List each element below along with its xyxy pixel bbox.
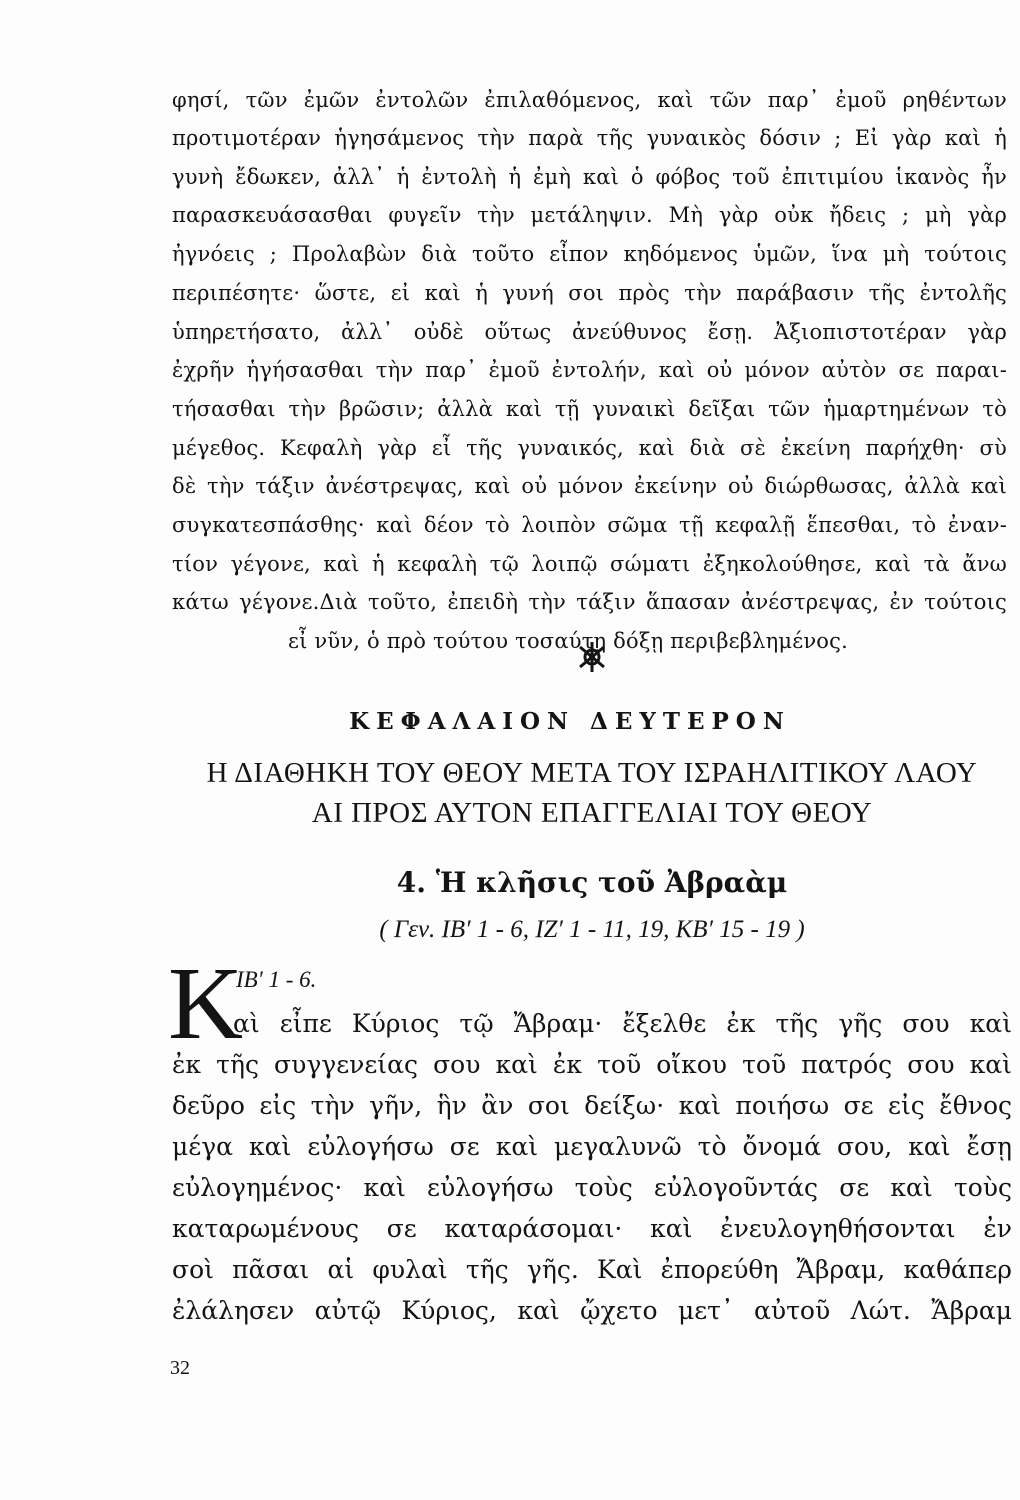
chapter-title-line: Η ΔΙΑΘΗΚΗ ΤΟΥ ΘΕΟΥ ΜΕΤΑ ΤΟΥ ΙΣΡΑΗΛΙΤΙΚΟΥ ΛΑΟΥ (206, 757, 978, 789)
drop-cap: Κ (168, 946, 244, 1061)
text-line: ἠγνόεις ; Προλαβὼν διὰ τοῦτο εἶπον κηδόμενος ὑμῶν, ἵνα μὴ τούτοις (172, 242, 1007, 266)
section-reference: ( Γεν. ΙΒ′ 1 - 6, ΙΖ′ 1 - 11, 19, ΚΒ′ 15 - 19 ) (379, 916, 805, 943)
text-line: δὲ τὴν τάξιν ἀνέστρεψας, καὶ οὐ μόνον ἐκείνην οὐ διώρθωσας, ἀλλὰ καὶ (172, 474, 1007, 498)
page-number: 32 (170, 1357, 190, 1379)
text-line: γυνὴ ἔδωκεν, ἀλλ᾽ ἡ ἐντολὴ ἡ ἐμὴ καὶ ὁ φόβος τοῦ ἐπιτιμίου ἱκανὸς ἦν (172, 165, 1007, 189)
text-line: τήσασθαι τὴν βρῶσιν; ἀλλὰ καὶ τῇ γυναικὶ δεῖξαι τῶν ἡμαρτημένων τὸ (172, 397, 1007, 421)
text-line: τίον γέγονε, καὶ ἡ κεφαλὴ τῷ λοιπῷ σώματι ἐξηκολούθησε, καὶ τὰ ἄνω (172, 552, 1007, 576)
text-line: φησί, τῶν ἐμῶν ἐντολῶν ἐπιλαθόμενος, καὶ τῶν παρ᾽ ἐμοῦ ρηθέντων (172, 88, 1007, 112)
text-line: σοὶ πᾶσαι αἱ φυλαὶ τῆς γῆς. Καὶ ἐπορεύθη Ἄβραμ, καθάπερ (172, 1255, 1012, 1284)
section-title: 4. Ἡ κλῆσις τοῦ Ἀβραὰμ (396, 866, 788, 899)
chapter-title-line: ΑΙ ΠΡΟΣ ΑΥΤΟΝ ΕΠΑΓΓΕΛΙΑΙ ΤΟΥ ΘΕΟΥ (311, 797, 873, 829)
text-line: ἐκ τῆς συγγενείας σου καὶ ἐκ τοῦ οἴκου τοῦ πατρός σου καὶ (172, 1050, 1012, 1079)
text-line: καταρωμένους σε καταράσομαι· καὶ ἐνευλογηθήσονται ἐν (172, 1214, 1012, 1243)
text-line: μέγεθος. Κεφαλὴ γὰρ εἶ τῆς γυναικός, καὶ διὰ σὲ ἐκείνη παρήχθη· σὺ (172, 436, 1007, 460)
verse-reference: ΙΒ′ 1 - 6. (236, 967, 317, 992)
text-line: περιπέσητε· ὥστε, εἰ καὶ ἡ γυνή σοι πρὸς τὴν παράβασιν τῆς ἐντολῆς (172, 281, 1007, 305)
text-line: προτιμοτέραν ἡγησάμενος τὴν παρὰ τῆς γυναικὸς δόσιν ; Εἰ γὰρ καὶ ἡ (172, 126, 1007, 150)
text-line: παρασκευάσασθαι φυγεῖν τὴν μετάληψιν. Μὴ γὰρ οὐκ ἤδεις ; μὴ γὰρ (172, 203, 1007, 227)
text-line: αὶ εἶπε Κύριος τῷ Ἄβραμ· ἔξελθε ἐκ τῆς γῆς σου καὶ (233, 1009, 1012, 1038)
text-line: συγκατεσπάσθης· καὶ δέον τὸ λοιπὸν σῶμα τῇ κεφαλῇ ἕπεσθαι, τὸ ἐναν- (172, 513, 1007, 537)
ornament-icon (578, 640, 606, 674)
text-line: εὐλογημένος· καὶ εὐλογήσω τοὺς εὐλογοῦντάς σε καὶ τοὺς (172, 1173, 1012, 1202)
text-line: ὑπηρετήσατο, ἀλλ᾽ οὐδὲ οὕτως ἀνεύθυνος ἔσῃ. Ἀξιοπιστοτέραν γὰρ (172, 320, 1007, 344)
text-line: ἐλάλησεν αὐτῷ Κύριος, καὶ ᾤχετο μετ᾽ αὐτοῦ Λώτ. Ἄβραμ (172, 1296, 1012, 1325)
text-line: εἶ νῦν, ὁ πρὸ τούτου τοσαύτῃ δόξῃ περιβεβλημένος. (288, 629, 848, 653)
text-line: μέγα καὶ εὐλογήσω σε καὶ μεγαλυνῶ τὸ ὄνομά σου, καὶ ἔσῃ (172, 1132, 1012, 1161)
text-line: κάτω γέγονε.Διὰ τοῦτο, ἐπειδὴ τὴν τάξιν ἅπασαν ἀνέστρεψας, ἐν τούτοις (172, 590, 1007, 614)
text-line: ἐχρῆν ἡγήσασθαι τὴν παρ᾽ ἐμοῦ ἐντολήν, καὶ οὐ μόνον αὐτὸν σε παραι- (172, 358, 1007, 382)
chapter-label: ΚΕΦΑΛΑΙΟΝ ΔΕΥΤΕΡΟΝ (349, 708, 791, 735)
text-line: δεῦρο εἰς τὴν γῆν, ἣν ἂν σοι δείξω· καὶ ποιήσω σε εἰς ἔθνος (172, 1091, 1012, 1120)
